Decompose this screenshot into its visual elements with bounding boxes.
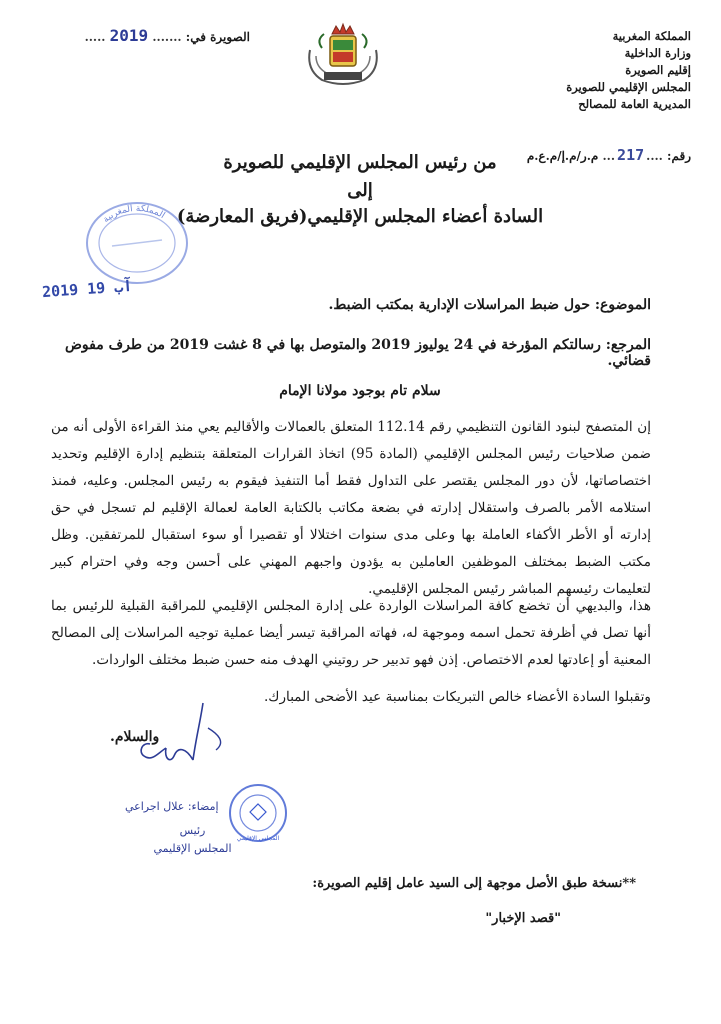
- signature-name: إمضاء: علال اجراعي: [125, 800, 219, 813]
- greeting: سلام تام بوجود مولانا الإمام: [279, 383, 441, 399]
- letterhead-line: المملكة المغربية: [612, 29, 691, 43]
- recipients-line: السادة أعضاء المجلس الإقليمي(فريق المعارضة): [176, 206, 544, 227]
- ref-number: 217: [617, 146, 645, 164]
- reference-number-line: رقم: ....217... م.ر/م.إ/م.ع.م: [526, 146, 691, 164]
- closing: والسلام.: [110, 729, 160, 745]
- body-paragraph: إن المتصفح لبنود القانون التنظيمي رقم 112.14 المتعلق بالعمالات والأقاليم يعي منذ القراءة الأولى أنه من ضمن صلاحيات رئيس المجلس الإقليمي (المادة 95) اتخاذ القرارات المتعلقة بتنظيم إدارة الإقليم وتحديد اختصاصاتها، لأن دور المجلس يقتصر على التداول فقط أما التنفيذ فيقوم به رئيس المجلس. وعليه، فمنذ استلامه الأمر بالصرف واستقلال إدارته في بضعة مكاتب بالكتابة العامة لعمالة الإقليم لم تسجل في حق إدارته أو الأطر الأكفاء العاملة بها وعلى مدى سنوات اختلالا أو تقصيرا أو سوء استقبال للمرتفقين. وظل مكتب الضبط بمختلف الموظفين العاملين به يؤدون واجبهم المهني على أحسن وجه وفي احترام كبير لتعليمات رئيسهم المباشر رئيس المجلس الإقليمي.: [51, 419, 652, 597]
- stamp-ring-text: المملكة المغربية: [101, 203, 167, 226]
- letterhead-line: المجلس الإقليمي للصويرة: [566, 80, 691, 94]
- stamp-date: 2019 آب 19: [41, 276, 133, 302]
- copy-note: **نسخة طبق الأصل موجهة إلى السيد عامل إقليم الصويرة:: [312, 876, 636, 891]
- purpose-note: "قصد الإخبار": [485, 911, 561, 926]
- sender-line: من رئيس المجلس الإقليمي للصويرة: [223, 152, 497, 173]
- letterhead-line: إقليم الصويرة: [625, 63, 691, 77]
- ref-prefix: رقم: [671, 149, 691, 163]
- reference-line: [51, 337, 651, 369]
- letterhead-block: [551, 28, 691, 113]
- subject-line: [61, 297, 651, 313]
- received-stamp-icon: [82, 198, 192, 288]
- coat-of-arms-icon: [302, 20, 384, 86]
- to-line: إلى: [347, 180, 373, 201]
- handwritten-signature-icon: [108, 698, 238, 768]
- signature-title: المجلس الإقليمي: [153, 842, 232, 855]
- body-paragraph: وتقبلوا السادة الأعضاء خالص التبريكات بمناسبة عيد الأضحى المبارك.: [263, 689, 651, 705]
- city-label: الصويرة في:: [185, 30, 250, 44]
- subject-text: حول ضبط المراسلات الإدارية بمكتب الضبط.: [328, 297, 590, 313]
- seal-text: المجلس الإقليمي: [236, 835, 280, 842]
- date-line: الصويرة في: ....... 2019 .....: [84, 26, 250, 45]
- subject-label: الموضوع:: [594, 297, 651, 313]
- reference-text: رسالتكم المؤرخة في 24 يوليوز 2019 والمتوصل بها في 8 غشت 2019 من طرف مفوض قضائي.: [64, 337, 651, 369]
- signature-title: رئيس: [179, 824, 206, 837]
- handwritten-year: 2019: [109, 26, 149, 45]
- reference-label: المرجع:: [605, 337, 651, 353]
- letterhead-line: المديرية العامة للمصالح: [578, 97, 691, 111]
- ref-suffix: م.ر/م.إ/م.ع.م: [526, 149, 599, 163]
- body-paragraph: هذا، والبديهي أن تخضع كافة المراسلات الواردة على إدارة المجلس الإقليمي للمراقبة القبلية للرئيس بما أنها تصل في أظرفة تحمل اسمه وموجهة له، فهاته المراقبة تيسر أيضا عملية توجيه المراسلات إلى المصالح المعنية أو إعادتها لعدم الاختصاص. إذن فهو تدبير حر روتيني الهدف منه حسن ضبط مختلف الواردات.: [51, 598, 651, 668]
- letterhead-line: وزارة الداخلية: [624, 46, 691, 60]
- official-seal-icon: [228, 782, 288, 844]
